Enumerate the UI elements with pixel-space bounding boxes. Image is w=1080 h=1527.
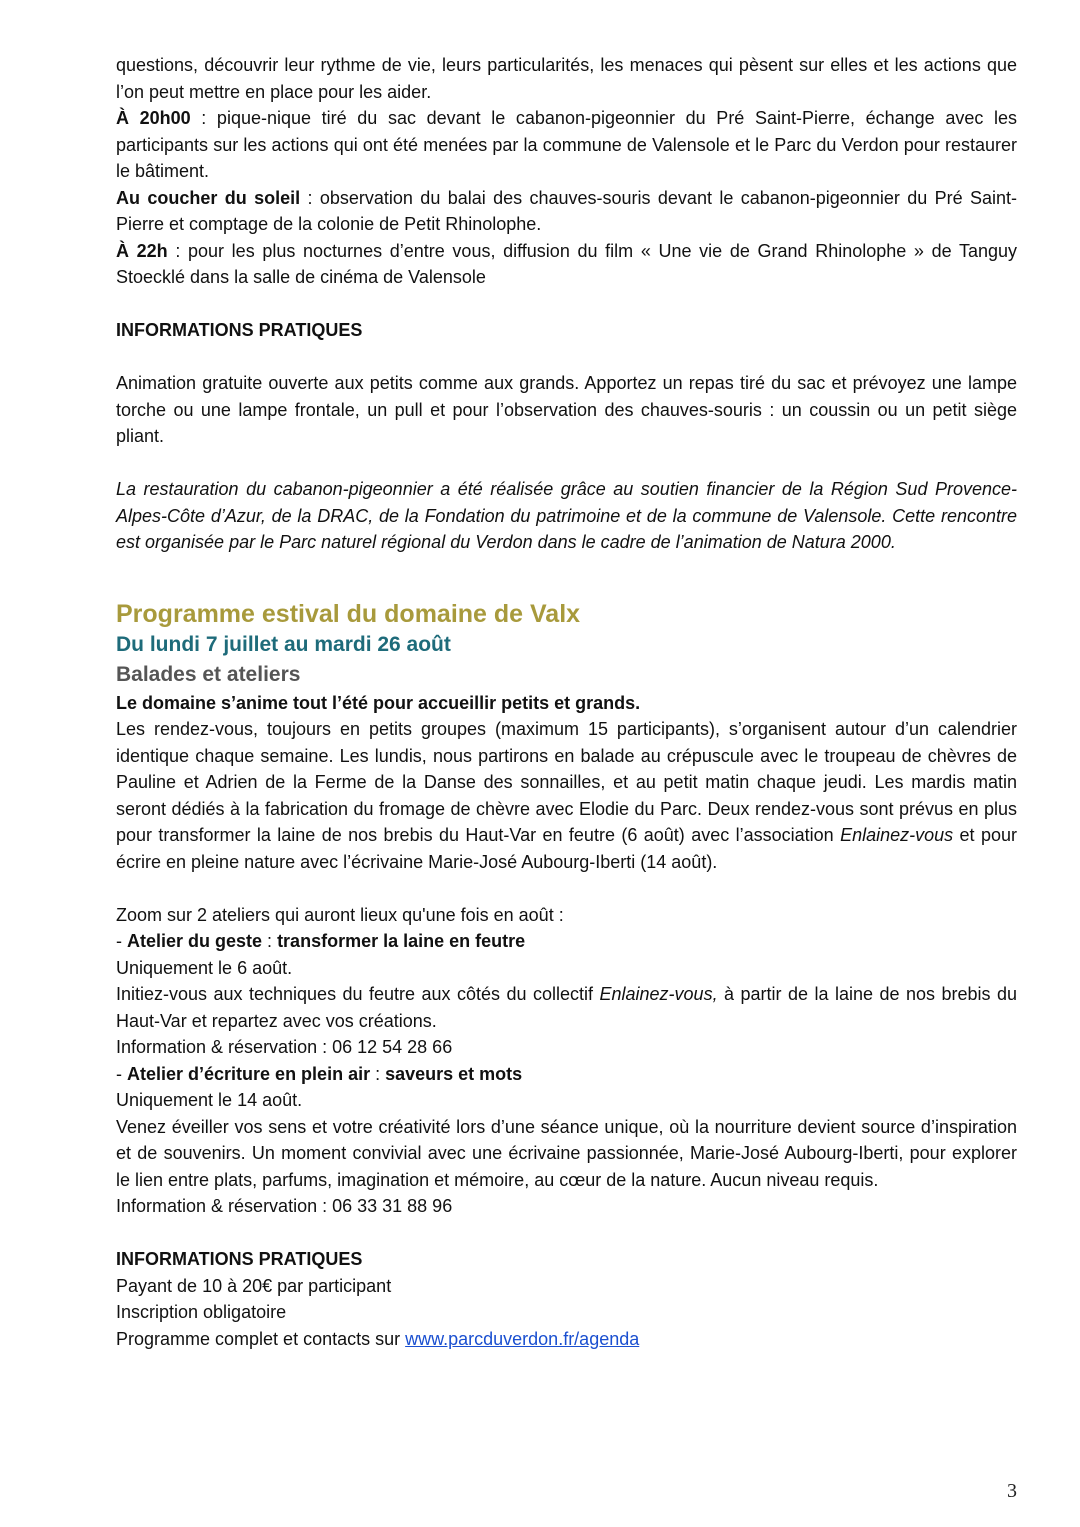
info-heading-1-text: INFORMATIONS PRATIQUES [116,320,363,340]
schedule-20h-text: : pique-nique tiré du sac devant le cabanon-pigeonnier du Pré Saint-Pierre, échange avec les participants sur les actions qui ont été menées par la commune de Valensole et le Parc du Verdon pour restaurer le bâtiment. [116,108,1017,181]
workshop-1-date: Uniquement le 6 août. [116,957,293,978]
valx-body-em: Enlainez-vous [840,825,954,845]
valx-body-a: Les rendez-vous, toujours en petits groupes (maximum 15 participants), s’organisent autour d’un calendrier identique chaque semaine. Les lundis, nous partirons en balade au crépuscule avec le troupeau de chèvres de Pauline et Adrien de la Ferme de la Danse des sonnailles, et au petit matin chaque jeudi. Les mardis matin seront dédiés à la fabrication du fromage de chèvre avec Elodie du Parc. Deux rendez-vous sont prévus en plus pour transformer la laine de nos brebis du Haut-Var en feutre (6 août) avec l’association [116,719,1017,845]
info-signup: Inscription obligatoire [116,1302,287,1322]
intro-paragraph: questions, découvrir leur rythme de vie, leurs particularités, les menaces qui pèsent sur elles et les actions que l’on peut mettre en place pour les aider. [116,55,1017,102]
valx-title: Programme estival du domaine de Valx [116,599,581,628]
workshop-1-name: Atelier du geste [127,931,263,951]
valx-subtitle: Balades et ateliers [116,662,301,686]
schedule-22h-text: : pour les plus nocturnes d’entre vous, diffusion du film « Une vie de Grand Rhinolophe » de Tanguy Stoecklé dans la salle de cinéma de Valensole [116,240,1017,287]
info-program-text: Programme complet et contacts sur [116,1328,406,1349]
valx-body [116,716,1017,875]
workshop-2-desc: Venez éveiller vos sens et votre créativité lors d’une séance unique, où la nourriture devient source d’inspiration et de souvenirs. Un moment convivial avec une écrivaine passionnée, Marie-José Aubourg-Iberti, pour explorer le lien entre plats, parfums, imagination et mémoire, au cœur de la nature. Aucun niveau requis. [116,1116,1017,1190]
workshop-1-dash: - [116,931,127,951]
info-heading-2-text: INFORMATIONS PRATIQUES [116,1249,363,1269]
workshop-1-theme: transformer la laine en feutre [277,931,526,951]
schedule-sunset [116,185,1017,238]
info-price: Payant de 10 à 20€ par participant [116,1275,392,1296]
schedule-20h-label: À 20h00 [116,108,191,128]
workshop-1-contact: Information & réservation : 06 12 54 28 66 [116,1037,453,1057]
schedule-sunset-label: Au coucher du soleil [116,187,301,208]
schedule-sunset-text: : observation du balai des chauves-souris devant le cabanon-pigeonnier du Pré Saint-Pierre et comptage de la colonie de Petit Rhinolophe. [116,187,1017,234]
workshop-1-desc-em: Enlainez-vous, [599,984,718,1004]
info-text-1: Animation gratuite ouverte aux petits comme aux grands. Apportez un repas tiré du sac et prévoyez une lampe torche ou une lampe frontale, un pull et pour l’observation des chauves-souris : un coussin ou un petit siège pliant. [116,373,1017,446]
workshop-2-title [116,1061,1017,1088]
valx-lead [116,690,1017,717]
valx-lead-text: Le domaine s’anime tout l’été pour accueillir petits et grands. [116,692,641,713]
workshop-1-sep: : [262,931,278,951]
agenda-link[interactable]: www.parcduverdon.fr/agenda [405,1328,640,1349]
workshop-2-dash: - [116,1063,127,1084]
valx-body-b: et pour écrire en pleine nature avec l’écrivaine Marie-José Aubourg-Iberti (14 août). [116,825,1017,872]
workshop-2-theme: saveurs et mots [385,1063,523,1084]
workshop-1-desc-a: Initiez-vous aux techniques du feutre aux côtés du collectif [116,984,600,1004]
document-page [116,52,1017,1352]
info-heading-1 [116,317,1017,344]
credits-paragraph: La restauration du cabanon-pigeonnier a été réalisée grâce au soutien financier de la Région Sud Provence-Alpes-Côte d’Azur, de la DRAC, de la Fondation du patrimoine et de la commune de Valensole. Cette rencontre est organisée par le Parc naturel régional du Verdon dans le cadre de l’animation de Natura 2000. [116,479,1017,552]
workshop-1-title [116,928,1017,955]
workshop-2-sep: : [370,1063,386,1084]
workshop-2-date: Uniquement le 14 août. [116,1090,303,1110]
page-number: 3 [1007,1480,1017,1502]
workshop-1-desc [116,981,1017,1034]
schedule-20h [116,105,1017,185]
workshop-1-desc-b: à partir de la laine de nos brebis du Haut-Var et repartez avec vos créations. [116,984,1017,1031]
info-program [116,1326,1017,1353]
schedule-22h [116,238,1017,291]
workshop-2-name: Atelier d’écriture en plein air [127,1063,371,1084]
valx-dates: Du lundi 7 juillet au mardi 26 août [116,632,451,656]
workshop-2-contact: Information & réservation : 06 33 31 88 96 [116,1196,453,1216]
zoom-intro: Zoom sur 2 ateliers qui auront lieux qu'une fois en août : [116,904,564,925]
schedule-22h-label: À 22h [116,240,168,261]
info-heading-2 [116,1246,1017,1273]
